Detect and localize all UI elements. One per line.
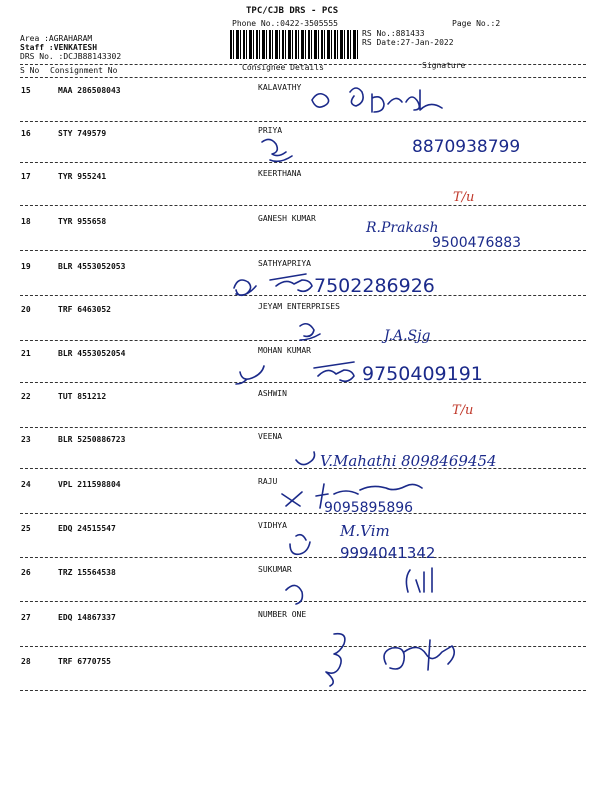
divider (20, 121, 586, 122)
col-sno: S No (20, 66, 40, 75)
divider (20, 295, 586, 296)
row-consignee: VEENA (258, 432, 283, 441)
row-consignee: SUKUMAR (258, 565, 292, 574)
row-consignee: ASHWIN (258, 389, 287, 398)
col-consignee: Consignee Details (242, 63, 324, 72)
row-sno: 15 (21, 86, 31, 95)
handwritten-phone: 7502286926 (314, 275, 435, 297)
row-consignee: VIDHYA (258, 521, 287, 530)
row-consignee: PRIYA (258, 126, 283, 135)
divider (20, 646, 586, 647)
divider (20, 513, 586, 514)
divider (20, 601, 586, 602)
handwritten-phone: 9095895896 (324, 500, 414, 516)
table-row (0, 126, 600, 171)
row-consignee: NUMBER ONE (258, 610, 307, 619)
divider (20, 557, 586, 558)
row-sno: 25 (21, 524, 31, 533)
handwritten-signature: M.Vim (340, 522, 390, 540)
divider (20, 468, 586, 469)
col-signature: Signature (422, 61, 466, 70)
row-sno: 19 (21, 262, 31, 271)
row-sno: 20 (21, 305, 31, 314)
row-sno: 16 (21, 129, 31, 138)
row-consignment: TRZ 15564538 (58, 568, 116, 577)
row-consignment: EDQ 24515547 (58, 524, 116, 533)
drs-number: DRS No. :DCJB88143302 (20, 52, 122, 61)
table-row (0, 521, 600, 566)
row-consignee: RAJU (258, 477, 278, 486)
row-consignee: GANESH KUMAR (258, 214, 316, 223)
row-consignee: KALAVATHY (258, 83, 302, 92)
staff-label: Staff :VENKATESH (20, 43, 98, 52)
col-consignment: Consignment No (50, 66, 118, 75)
table-row (0, 346, 600, 391)
row-sno: 18 (21, 217, 31, 226)
area-label: Area :AGRAHARAM (20, 34, 93, 43)
row-consignee: MOHAN KUMAR (258, 346, 311, 355)
divider (20, 690, 586, 691)
table-row (0, 169, 600, 214)
row-consignment: BLR 4553052053 (58, 262, 126, 271)
row-consignment: TYR 955241 (58, 172, 107, 181)
handwritten-mark: T/u (453, 190, 475, 205)
row-consignment: MAA 286508043 (58, 86, 121, 95)
divider (20, 205, 586, 206)
row-sno: 26 (21, 568, 31, 577)
table-row (0, 477, 600, 522)
barcode (230, 30, 358, 59)
row-consignment: TRF 6463052 (58, 305, 111, 314)
row-consignment: TRF 6770755 (58, 657, 111, 666)
row-consignee: JEYAM ENTERPRISES (258, 302, 340, 311)
row-consignment: EDQ 14867337 (58, 613, 116, 622)
table-row (0, 259, 600, 304)
row-sno: 27 (21, 613, 31, 622)
row-sno: 23 (21, 435, 31, 444)
handwritten-phone: 9994041342 (340, 544, 436, 562)
row-sno: 28 (21, 657, 31, 666)
row-sno: 22 (21, 392, 31, 401)
row-sno: 21 (21, 349, 31, 358)
row-consignment: BLR 5250886723 (58, 435, 126, 444)
row-consignment: TYR 955658 (58, 217, 107, 226)
handwritten-phone: 9500476883 (432, 235, 522, 251)
sheet-title: TPC/CJB DRS - PCS (246, 6, 339, 16)
row-consignee: KEERTHANA (258, 169, 302, 178)
handwritten-signature: J.A.Sjg (384, 328, 431, 344)
row-sno: 17 (21, 172, 31, 181)
divider (20, 77, 586, 78)
row-consignment: BLR 4553052054 (58, 349, 126, 358)
handwritten-phone: 8870938799 (412, 137, 521, 157)
divider (20, 162, 586, 163)
table-row (0, 610, 600, 655)
row-consignee: SATHYAPRIYA (258, 259, 311, 268)
handwritten-text: V.Mahathi 8098469454 (320, 452, 497, 470)
table-row (0, 214, 600, 259)
row-sno: 24 (21, 480, 31, 489)
handwritten-mark: T/u (452, 403, 474, 418)
table-row (0, 565, 600, 610)
divider (20, 427, 586, 428)
row-consignment: VPL 211598804 (58, 480, 121, 489)
handwritten-name: R.Prakash (366, 220, 439, 236)
table-row (0, 657, 600, 699)
rs-date: RS Date:27-Jan-2022 (362, 38, 454, 47)
phone-number: Phone No.:0422-3505555 (232, 19, 338, 28)
divider (20, 382, 586, 383)
divider (20, 340, 586, 341)
row-consignment: STY 749579 (58, 129, 107, 138)
table-row (0, 432, 600, 477)
divider (20, 250, 586, 251)
rs-number: RS No.:881433 (362, 29, 425, 38)
page-number: Page No.:2 (452, 19, 501, 28)
handwritten-phone: 9750409191 (362, 363, 483, 385)
row-consignment: TUT 851212 (58, 392, 107, 401)
